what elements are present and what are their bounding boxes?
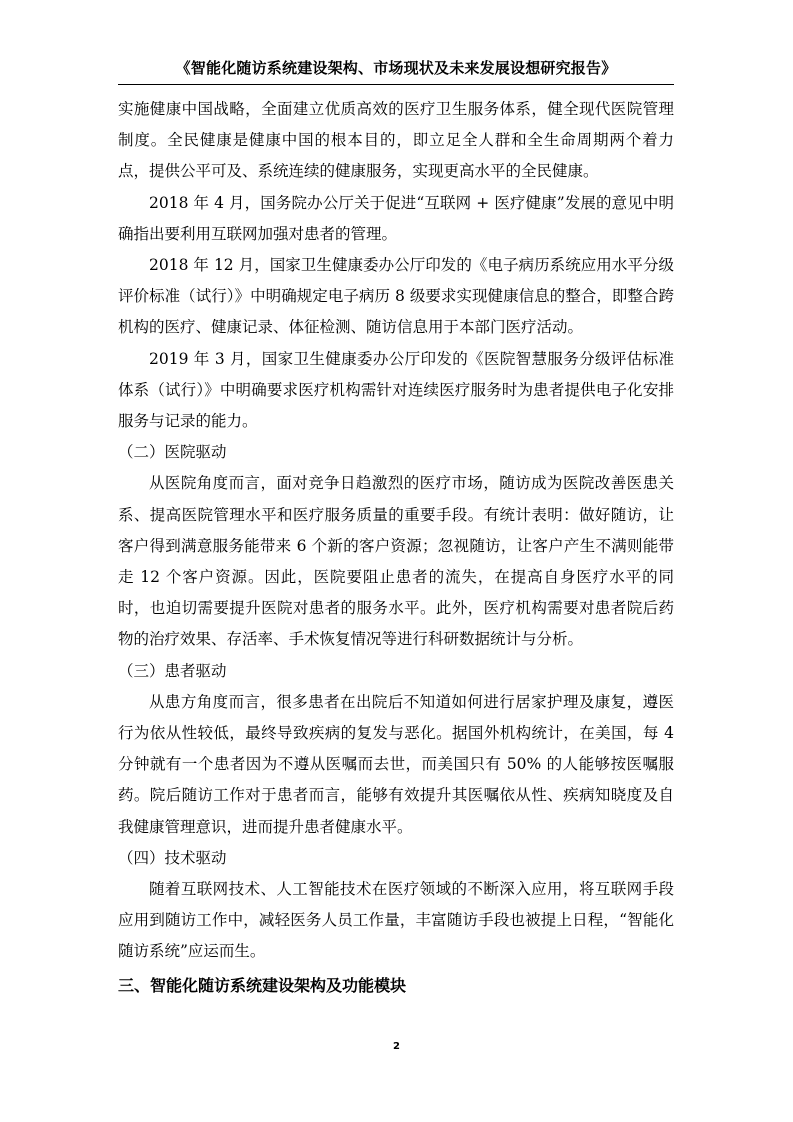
- subheading-patient-driver: （三）患者驱动: [118, 661, 227, 680]
- subheading-hospital-driver: （二）医院驱动: [118, 443, 227, 462]
- subheading-technology-driver: （四）技术驱动: [118, 848, 227, 867]
- body-paragraph-technology-driver: 随着互联网技术、人工智能技术在医疗领域的不断深入应用，将互联网手段应用到随访工作中，减轻医务人员工作量，丰富随访手段也被提上日程，“智能化随访系统”应运而生。: [118, 880, 674, 961]
- body-paragraph-health-china: 实施健康中国战略，全面建立优质高效的医疗卫生服务体系，健全现代医院管理制度。全民健康是健康中国的根本目的，即立足全人群和全生命周期两个着力点，提供公平可及、系统连续的健康服务，实现更高水平的全民健康。: [118, 100, 674, 181]
- running-header: 《智能化随访系统建设架构、市场现状及未来发展设想研究报告》: [175, 59, 617, 77]
- body-paragraph-2019-march: 2019 年 3 月，国家卫生健康委办公厅印发的《医院智慧服务分级评估标准体系（试行）》中明确要求医疗机构需针对连续医疗服务时为患者提供电子化安排服务与记录的能力。: [118, 349, 674, 431]
- page-number: 2: [393, 1041, 400, 1052]
- document-body: [118, 94, 674, 1002]
- body-paragraph-2018-april: 2018 年 4 月，国务院办公厅关于促进“互联网 + 医疗健康”发展的意见中明确指出要利用互联网加强对患者的管理。: [118, 193, 674, 243]
- header-divider: [118, 84, 674, 85]
- body-paragraph-patient-driver: 从患方角度而言，很多患者在出院后不知道如何进行居家护理及康复，遵医行为依从性较低，最终导致疾病的复发与恶化。据国外机构统计，在美国，每 4 分钟就有一个患者因为不遵从医嘱而去世，而美国只有 50% 的人能够按医嘱服药。院后随访工作对于患者而言，能够有效提升其医嘱依从性、疾病知晓度及自我健康管理意识，进而提升患者健康水平。: [118, 692, 674, 836]
- body-paragraph-hospital-driver: 从医院角度而言，面对竞争日趋激烈的医疗市场，随访成为医院改善医患关系、提高医院管理水平和医疗服务质量的重要手段。有统计表明：做好随访，让客户得到满意服务能带来 6 个新的客户资源；忽视随访，让客户产生不满则能带走 12 个客户资源。因此，医院要阻止患者的流失，在提高自身医疗水平的同时，也迫切需要提升医院对患者的服务水平。此外，医疗机构需要对患者院后药物的治疗效果、存活率、手术恢复情况等进行科研数据统计与分析。: [118, 474, 674, 649]
- body-paragraph-2018-december: 2018 年 12 月，国家卫生健康委办公厅印发的《电子病历系统应用水平分级评价标准（试行）》中明确规定电子病历 8 级要求实现健康信息的整合，即整合跨机构的医疗、健康记录、体征检测、随访信息用于本部门医疗活动。: [118, 256, 674, 337]
- section-heading-architecture: 三、智能化随访系统建设架构及功能模块: [118, 975, 407, 995]
